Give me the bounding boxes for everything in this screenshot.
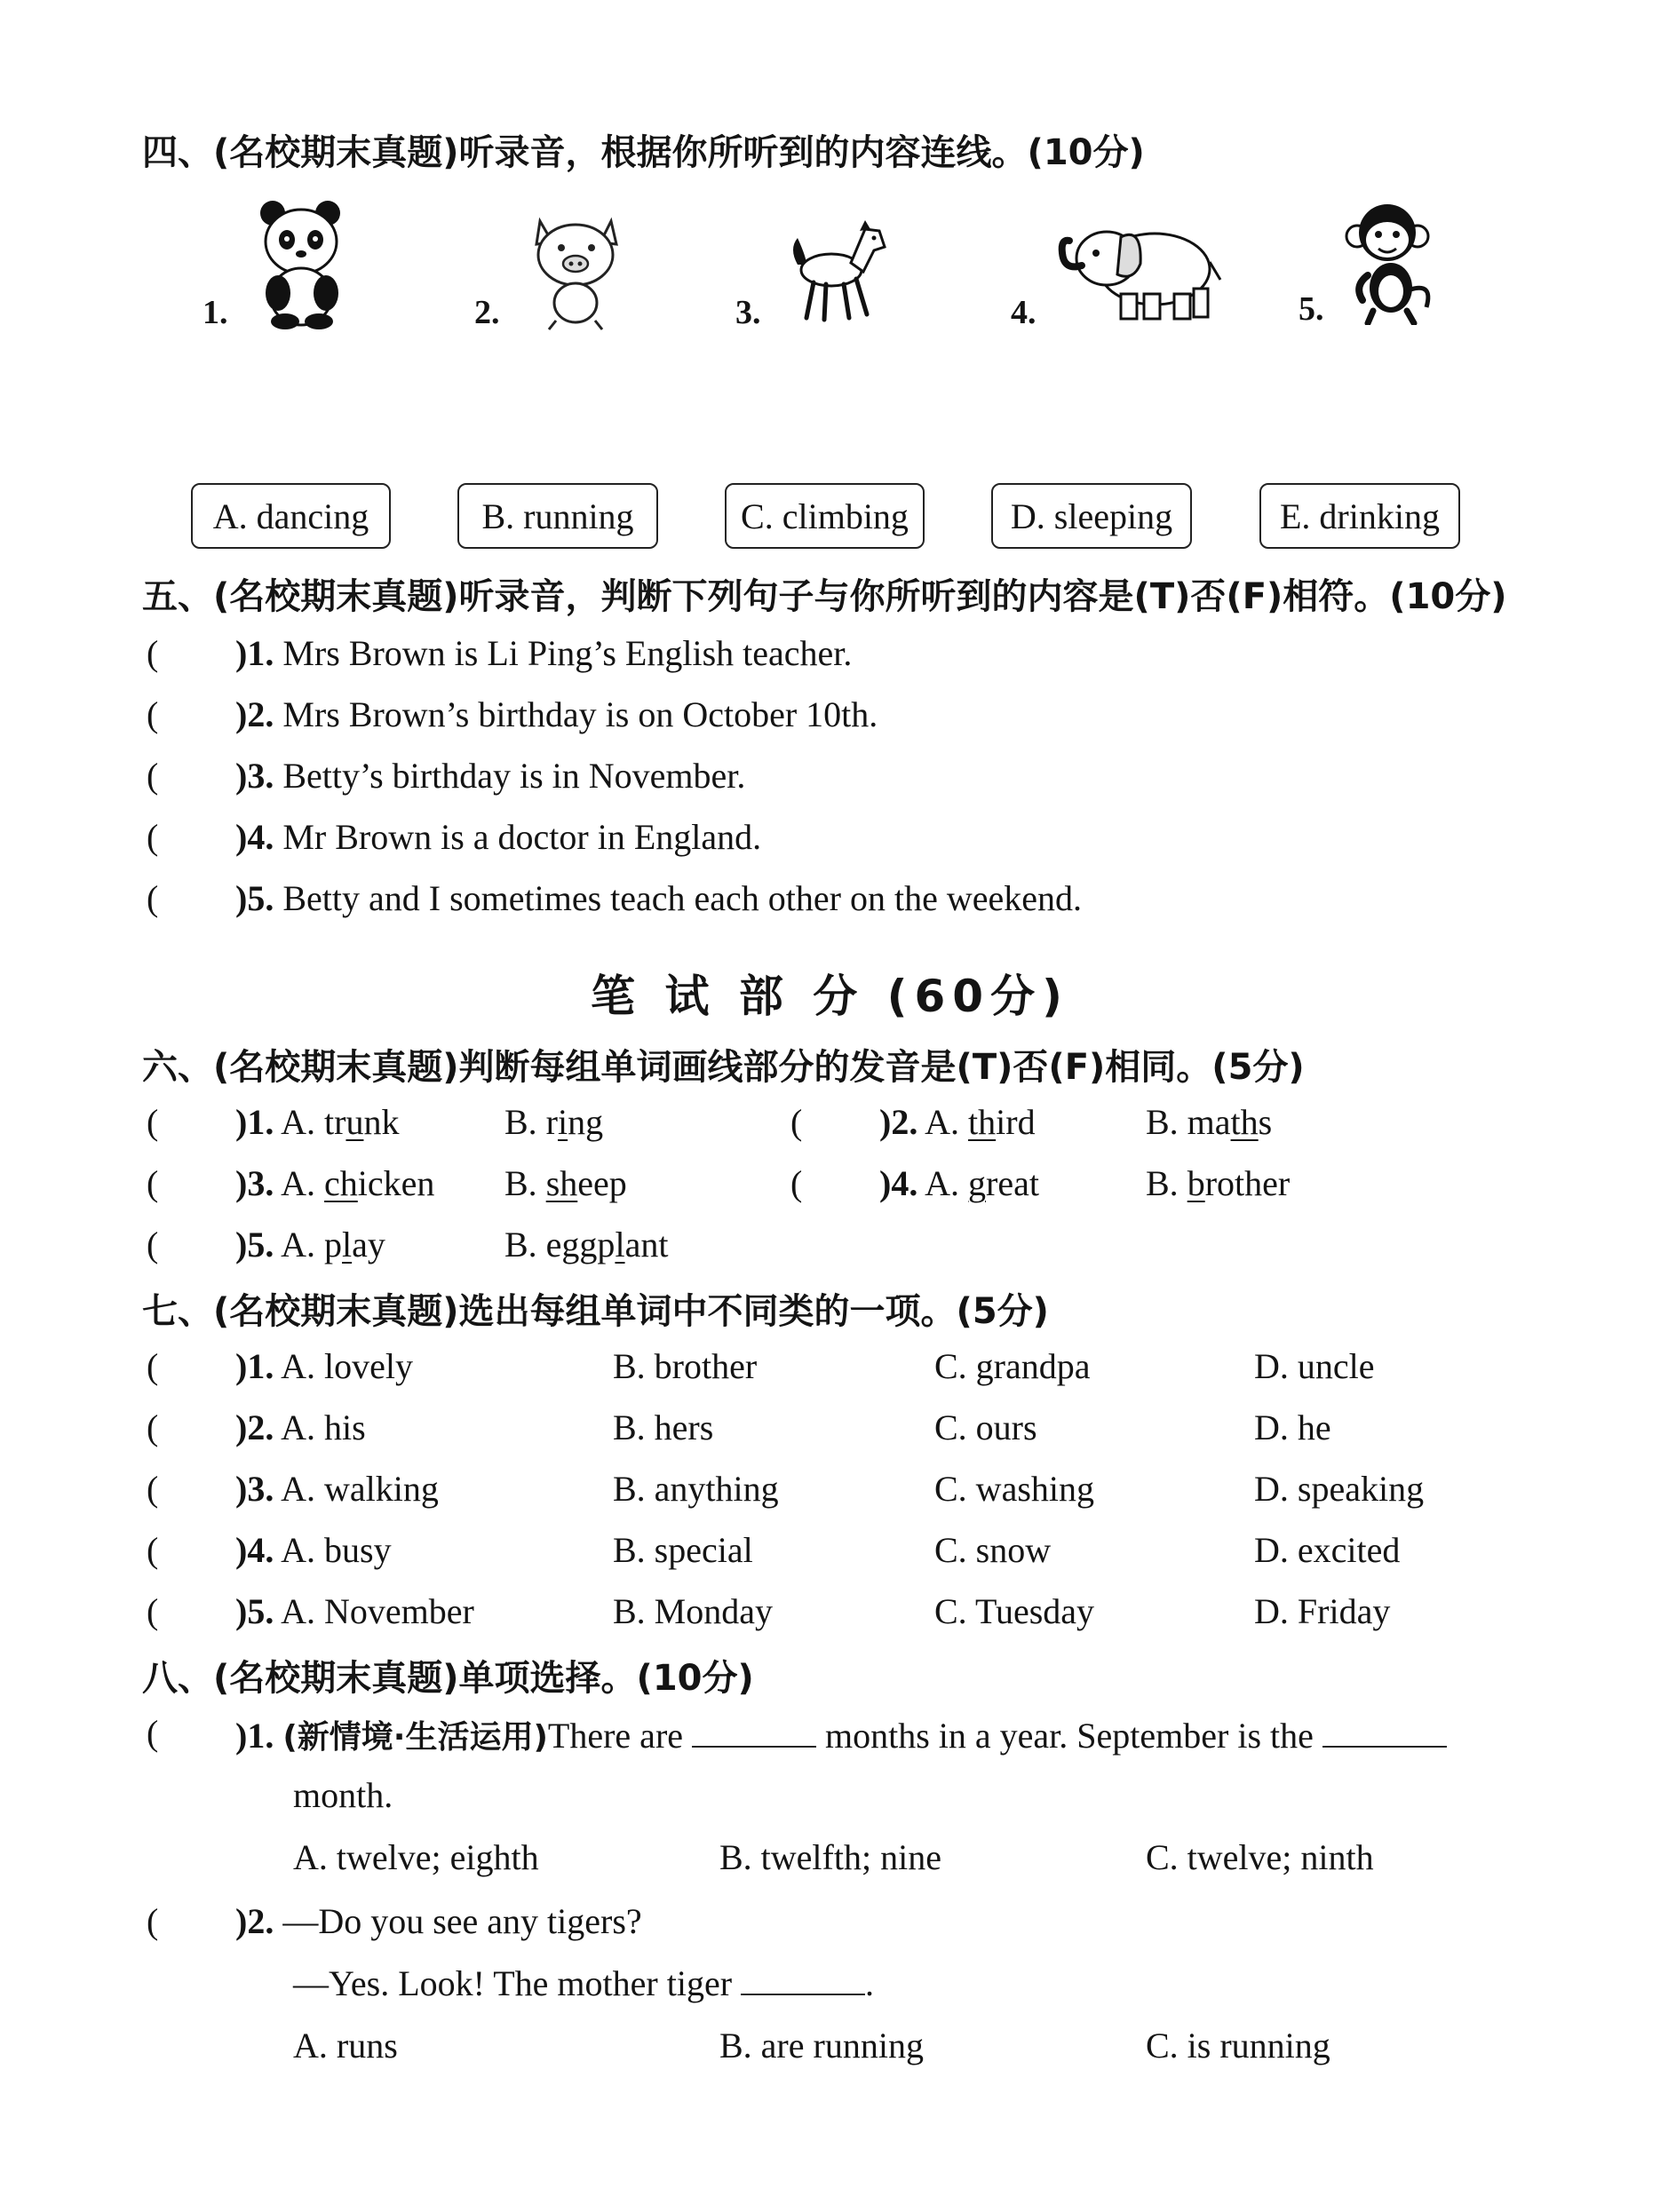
answer-paren: ( [147,1530,159,1570]
answer-paren: ( [147,1225,159,1265]
answer-paren: ( [790,1163,803,1203]
question-tag: (新情境·生活运用) [282,1719,548,1756]
option-d: D. he [1254,1407,1331,1447]
question-text: month. [293,1775,393,1815]
option-a: A. November [281,1591,474,1631]
option-a: A. his [281,1407,366,1447]
item-number: )2. [235,1901,274,1941]
option-c: C. grandpa [934,1346,1091,1386]
answer-paren: ( [147,1901,159,1941]
item-number: )3. [235,756,274,796]
option-d: D. uncle [1254,1346,1375,1386]
option-box-c [725,483,925,549]
item-number: )4. [235,1530,274,1570]
answer-paren: ( [147,878,159,918]
list-item [879,1101,1036,1143]
option-label-b: B. running [481,496,634,536]
answer-blank[interactable] [692,1719,816,1748]
item-number: )1. [235,1102,274,1142]
punctuation: . [865,1963,875,2003]
option-b [504,1162,627,1204]
underlined-part: g [968,1163,987,1203]
option-b: B. hers [613,1407,714,1447]
option-a: icken [357,1163,435,1203]
question-text: —Yes. Look! The mother tiger [293,1963,733,2003]
option-c: C. snow [934,1530,1052,1570]
answer-paren: ( [147,1346,159,1386]
elephant-icon [1055,218,1224,324]
option-a: nk [363,1102,400,1142]
option-a: A. p [281,1225,343,1265]
item-number: )1. [235,1716,274,1756]
item-number: )4. [879,1163,918,1203]
option-box-b [457,483,658,549]
option-a: A. [925,1102,969,1142]
option-b [1146,1101,1272,1143]
option-label-a: A. dancing [212,496,369,536]
item-number: )2. [879,1102,918,1142]
option-b: B. [1146,1163,1187,1203]
underlined-part: th [968,1102,997,1142]
option-a: reat [986,1163,1039,1203]
option-a: ird [996,1102,1036,1142]
animal-number-5: 5. [1299,290,1324,328]
underlined-part: th [1230,1102,1259,1142]
option-box-e [1259,483,1460,549]
list-item [235,1345,413,1387]
question-1 [235,1712,1447,1757]
option-b: B. Monday [613,1591,773,1631]
option-b: rother [1204,1163,1291,1203]
answer-paren: ( [147,756,159,796]
item-number: )3. [235,1469,274,1509]
answer-blank[interactable] [1322,1719,1447,1748]
option-b: B. are running [719,2026,924,2065]
list-item [235,694,878,735]
list-item [235,1468,439,1510]
underlined-part: l [342,1225,353,1265]
section8-heading: 八、(名校期末真题)单项选择。(10分) [142,1658,754,1699]
option-c: C. is running [1146,2026,1330,2065]
answer-paren: ( [147,1163,159,1203]
option-a: A. runs [293,2026,398,2065]
option-a: A. walking [281,1469,439,1509]
list-item [235,755,745,797]
option-d: D. Friday [1254,1591,1391,1631]
option-b: ng [568,1102,604,1142]
pig-icon [524,209,631,333]
option-a: A. twelve; eighth [293,1837,539,1877]
option-b: B. ma [1146,1102,1231,1142]
question-2 [235,1900,642,1942]
option-a: ay [352,1225,385,1265]
item-text: Mrs Brown is Li Ping’s English teacher. [282,633,853,673]
option-b [504,1224,668,1265]
answer-paren: ( [147,1469,159,1509]
option-b: eep [577,1163,627,1203]
answer-paren: ( [147,1102,159,1142]
section6-heading: 六、(名校期末真题)判断每组单词画线部分的发音是(T)否(F)相同。(5分) [142,1047,1305,1088]
option-b: B. brother [613,1346,758,1386]
item-number: )1. [235,633,274,673]
written-part-title: 笔 试 部 分 (60分) [591,971,1069,1022]
option-b: B. r [504,1102,558,1142]
question-text [293,1962,874,2004]
option-d: D. speaking [1254,1469,1425,1509]
answer-paren: ( [147,694,159,734]
option-a: A. [925,1163,969,1203]
answer-paren: ( [790,1102,803,1142]
underlined-part: ch [324,1163,358,1203]
option-c: C. ours [934,1407,1037,1447]
option-a: A. tr [281,1102,346,1142]
option-a: A. lovely [281,1346,413,1386]
section4-heading: 四、(名校期末真题)听录音，根据你所听到的内容连线。(10分) [142,132,1145,173]
answer-paren: ( [147,1591,159,1631]
item-text: Betty and I sometimes teach each other on the weekend. [282,878,1082,918]
underlined-part: i [558,1102,568,1142]
question-text: There are [547,1716,684,1756]
option-b [504,1101,603,1143]
item-number: )2. [235,694,274,734]
item-number: )5. [235,1591,274,1631]
item-number: )4. [235,817,274,857]
question-text: —Do you see any tigers? [282,1901,642,1941]
animal-number-2: 2. [474,294,500,331]
list-item [235,816,761,858]
monkey-icon [1341,201,1439,325]
option-b: B. special [613,1530,753,1570]
option-c: C. Tuesday [934,1591,1095,1631]
section5-heading: 五、(名校期末真题)听录音，判断下列句子与你所听到的内容是(T)否(F)相符。(10分) [142,576,1507,617]
item-number: )5. [235,1225,274,1265]
option-box-d [991,483,1192,549]
item-number: )1. [235,1346,274,1386]
list-item [235,1529,392,1571]
answer-paren: ( [147,1713,159,1753]
option-b: B. [504,1163,546,1203]
item-number: )2. [235,1407,274,1447]
animal-number-4: 4. [1011,294,1037,331]
option-b: B. twelfth; nine [719,1837,941,1877]
list-item [235,632,852,674]
section7-heading: 七、(名校期末真题)选出每组单词中不同类的一项。(5分) [142,1291,1049,1332]
option-label-e: E. drinking [1280,496,1440,536]
animal-number-1: 1. [203,294,228,331]
animal-number-3: 3. [735,294,761,331]
answer-paren: ( [147,817,159,857]
list-item [235,1101,399,1143]
panda-icon [253,197,351,330]
option-a: A. [281,1163,325,1203]
list-item [879,1162,1039,1204]
option-b: s [1258,1102,1273,1142]
underlined-part: sh [545,1163,578,1203]
item-text: Mrs Brown’s birthday is on October 10th. [282,694,878,734]
item-text: Mr Brown is a doctor in England. [282,817,762,857]
option-label-c: C. climbing [741,496,909,536]
question-text: months in a year. September is the [825,1716,1314,1756]
option-label-d: D. sleeping [1010,496,1173,536]
list-item [235,1162,434,1204]
option-b [1146,1162,1290,1204]
option-d: D. excited [1254,1530,1401,1570]
answer-paren: ( [147,1407,159,1447]
answer-paren: ( [147,633,159,673]
answer-blank[interactable] [741,1967,865,1995]
list-item [235,1407,366,1448]
option-a: A. busy [281,1530,392,1570]
item-text: Betty’s birthday is in November. [282,756,746,796]
option-c: C. twelve; ninth [1146,1837,1374,1877]
option-box-a [191,483,391,549]
underlined-part: b [1187,1163,1205,1203]
option-b: B. anything [613,1469,779,1509]
item-number: )3. [235,1163,274,1203]
option-b: B. eggp [504,1225,616,1265]
underlined-part: u [346,1102,364,1142]
option-b: ant [624,1225,669,1265]
list-item [235,1224,385,1265]
list-item [235,877,1082,919]
option-c: C. washing [934,1469,1094,1509]
underlined-part: l [615,1225,625,1265]
item-number: )5. [235,878,274,918]
list-item [235,1590,474,1632]
horse-icon [780,213,895,329]
